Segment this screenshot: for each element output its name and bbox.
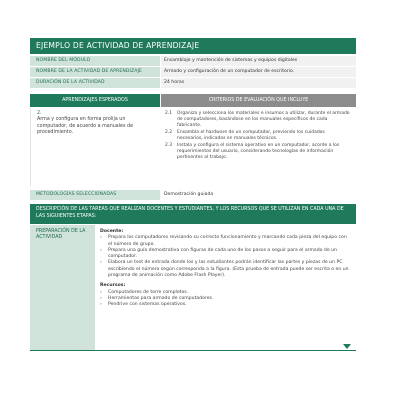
metodologias-value: Demostración guiada bbox=[161, 190, 356, 200]
aprendizaje-text: Arma y configura en forma prolija un computador, de acuerdo a manuales de procedimiento. bbox=[37, 117, 134, 136]
criterios-list bbox=[161, 108, 356, 186]
info-label: NOMBRE DEL MÓDULO bbox=[30, 56, 160, 66]
info-label: NOMBRE DE LA ACTIVIDAD DE APRENDIZAJE bbox=[30, 67, 160, 77]
recurso-item: › Computadores de torre completos. bbox=[100, 289, 189, 295]
bottom-divider bbox=[30, 350, 356, 351]
recursos-title: Recursos: bbox=[100, 283, 126, 289]
metodologias-label: METODOLOGÍAS SELECCIONADAS bbox=[30, 190, 160, 200]
document-title: EJEMPLO DE ACTIVIDAD DE APRENDIZAJE bbox=[30, 38, 356, 54]
info-row-duration bbox=[30, 78, 356, 88]
header-criterios: CRITERIOS DE EVALUACIÓN QUE INCLUYE bbox=[161, 94, 356, 107]
criterio-item bbox=[165, 130, 350, 142]
criterio-text: Ensambla el hardware de un computador, previendo los cuidados necesarios, indicados en manuales técnicos. bbox=[177, 130, 325, 142]
info-value: Armado y configuración de un computador de escritorio. bbox=[161, 67, 356, 77]
bullet-icon: › bbox=[100, 289, 102, 295]
bullet-icon: › bbox=[100, 295, 102, 301]
docente-item: › Prepara los computadores revisando su correcto funcionamiento y marcando cada pieza del equipo con el número de grupo. bbox=[100, 235, 347, 247]
descripcion-bar: DESCRIPCIÓN DE LAS TAREAS QUE REALIZAN DOCENTES Y ESTUDIANTES, Y LOS RECURSOS QUE SE UTILIZAN EN CADA UNA DE LAS SIGUIENTES ETAPAS: bbox=[30, 204, 356, 224]
recurso-item: › Pendrive con sistemas operativos. bbox=[100, 302, 187, 308]
criterio-item bbox=[165, 111, 350, 130]
preparacion-content bbox=[96, 225, 356, 351]
recurso-item: › Herramientas para armado de computadores. bbox=[100, 295, 214, 301]
bullet-icon: › bbox=[100, 235, 102, 241]
criterio-text: Instala y configura el sistema operativo en un computador, acorde a los requerimientos del usuario, considerando tecnologías de información pertinentes al trabajo. bbox=[177, 143, 340, 161]
metodologias-row bbox=[30, 190, 356, 200]
info-row-module bbox=[30, 56, 356, 66]
aprendizaje-number: 2. bbox=[37, 111, 42, 116]
preparacion-label: PREPARACIÓN DE LA ACTIVIDAD bbox=[30, 225, 95, 351]
info-row-activity bbox=[30, 67, 356, 77]
aprendizaje-esperado bbox=[30, 108, 160, 186]
docente-item: › Elabora un test de entrada donde los y las estudiantes podrán identificar las partes y piezas de un PC escribiendo el número según corresponda a la figura. (Esta prueba de entrada puede ser escrita o en un programa de animación como Adobe Flash Player). bbox=[100, 260, 349, 279]
aprendizaje-row bbox=[30, 108, 356, 186]
bullet-icon: › bbox=[100, 247, 102, 253]
info-value: Ensamblaje y mantención de sistemas y equipos digitales bbox=[161, 56, 356, 66]
criterio-item bbox=[165, 143, 350, 162]
bullet-icon: › bbox=[100, 260, 102, 266]
criterio-number: 2.3 bbox=[165, 143, 173, 149]
info-label: DURACIÓN DE LA ACTIVIDAD bbox=[30, 78, 160, 88]
info-value: 24 horas bbox=[161, 78, 356, 88]
learning-activity-document bbox=[30, 38, 356, 350]
preparacion-row bbox=[30, 225, 356, 351]
criterio-number: 2.2 bbox=[165, 130, 173, 136]
docente-item: › Prepara una guía demostrativa con figuras de cada uno de los pasos a seguir para el armado de un computador. bbox=[100, 247, 337, 260]
bullet-icon: › bbox=[100, 302, 102, 308]
criterio-number: 2.1 bbox=[165, 111, 173, 116]
header-aprendizajes: APRENDIZAJES ESPERADOS bbox=[30, 94, 160, 107]
table-header-row bbox=[30, 94, 356, 107]
continue-arrow-icon bbox=[343, 344, 351, 349]
docente-title: Docente: bbox=[100, 229, 124, 234]
criterio-text: Organiza y selecciona los materiales e insumos a utilizar, durante el armado de computadores, basándose en los manuales específicos de cada fabricante. bbox=[177, 111, 350, 129]
